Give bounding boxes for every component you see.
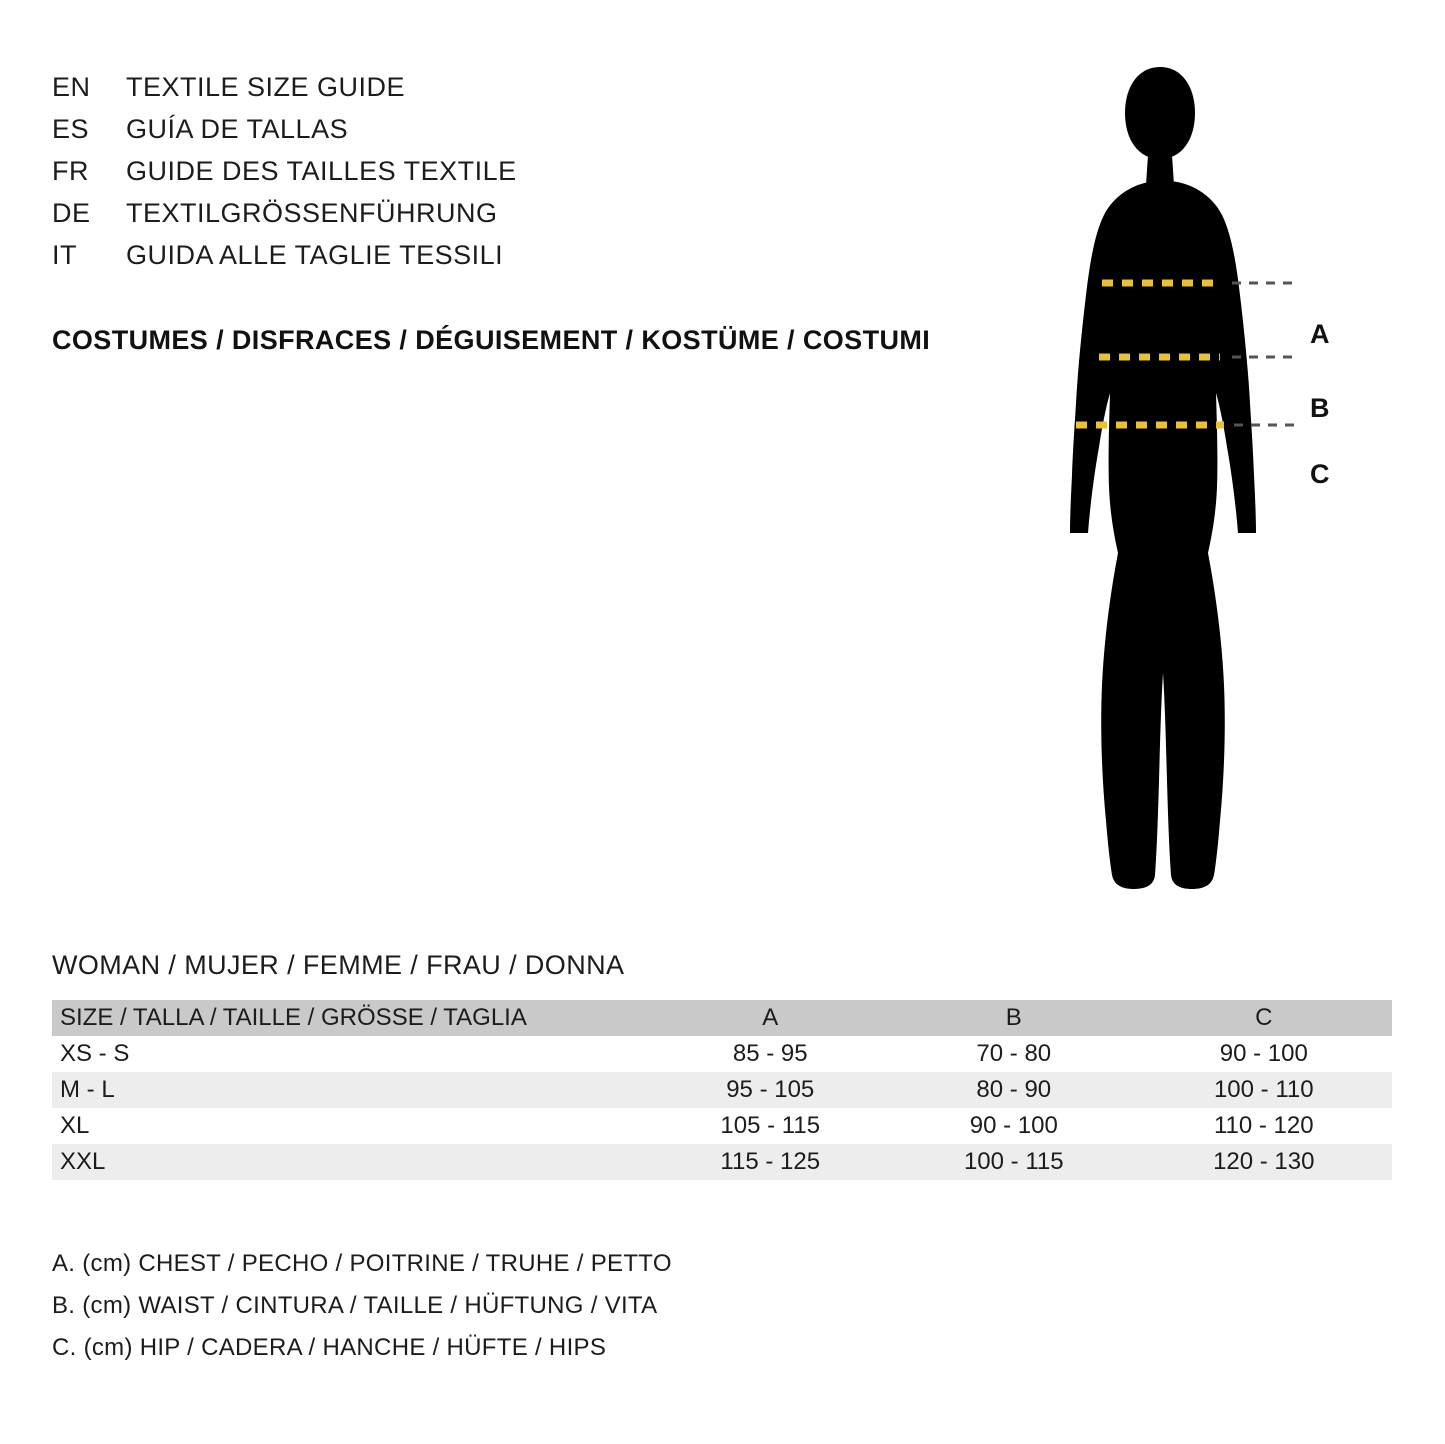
table-body bbox=[52, 1036, 1392, 1180]
size-table bbox=[52, 1000, 1392, 1180]
language-row-fr bbox=[52, 156, 1012, 198]
marker-label-c: C bbox=[1310, 459, 1330, 489]
table-caption: WOMAN / MUJER / FEMME / FRAU / DONNA bbox=[52, 950, 625, 980]
cell-chest: 105 - 115 bbox=[720, 1112, 821, 1139]
column-header-a: A bbox=[762, 1004, 779, 1031]
column-header-c: C bbox=[1255, 1004, 1273, 1031]
language-text: TEXTILE SIZE GUIDE bbox=[126, 72, 406, 102]
language-text: GUIDA ALLE TAGLIE TESSILI bbox=[126, 240, 504, 270]
column-header-b: B bbox=[1005, 1004, 1022, 1031]
language-row-es bbox=[52, 114, 1012, 156]
category-subtitle: COSTUMES / DISFRACES / DÉGUISEMENT / KOSTÜME / COSTUMI bbox=[52, 325, 931, 355]
marker-label-b: B bbox=[1310, 393, 1330, 423]
language-list bbox=[52, 72, 1012, 282]
language-code: EN bbox=[52, 72, 91, 102]
language-text: GUÍA DE TALLAS bbox=[126, 114, 349, 144]
language-code: FR bbox=[52, 156, 89, 186]
body-measurement-diagram bbox=[1010, 55, 1410, 895]
legend-line-a: A. (cm) CHEST / PECHO / POITRINE / TRUHE / PETTO bbox=[52, 1250, 672, 1277]
cell-waist: 70 - 80 bbox=[976, 1040, 1052, 1067]
measurement-lines-overlay bbox=[1010, 55, 1410, 895]
cell-size: XS - S bbox=[60, 1040, 130, 1067]
language-row-it bbox=[52, 240, 1012, 282]
cell-hip: 90 - 100 bbox=[1219, 1040, 1308, 1067]
cell-chest: 95 - 105 bbox=[726, 1076, 815, 1103]
table-header bbox=[52, 1000, 1392, 1036]
language-code: ES bbox=[52, 114, 90, 144]
cell-hip: 120 - 130 bbox=[1213, 1148, 1315, 1175]
marker-label-a: A bbox=[1310, 319, 1330, 349]
legend-line-b: B. (cm) WAIST / CINTURA / TAILLE / HÜFTUNG / VITA bbox=[52, 1292, 658, 1319]
measurement-legend bbox=[52, 1243, 1052, 1369]
table-row bbox=[52, 1144, 1392, 1180]
cell-waist: 80 - 90 bbox=[976, 1076, 1052, 1103]
cell-hip: 100 - 110 bbox=[1213, 1076, 1314, 1103]
language-row-en bbox=[52, 72, 1012, 114]
cell-waist: 100 - 115 bbox=[963, 1148, 1064, 1175]
column-header-size: SIZE / TALLA / TAILLE / GRÖSSE / TAGLIA bbox=[60, 1004, 527, 1031]
cell-size: XXL bbox=[60, 1148, 106, 1175]
table-row bbox=[52, 1072, 1392, 1108]
cell-size: M - L bbox=[60, 1076, 115, 1103]
language-code: DE bbox=[52, 198, 91, 228]
legend-line-c: C. (cm) HIP / CADERA / HANCHE / HÜFTE / HIPS bbox=[52, 1334, 607, 1361]
cell-size: XL bbox=[60, 1112, 90, 1139]
cell-chest: 115 - 125 bbox=[720, 1148, 821, 1175]
language-text: TEXTILGRÖSSENFÜHRUNG bbox=[126, 198, 498, 228]
language-code: IT bbox=[52, 240, 77, 270]
cell-hip: 110 - 120 bbox=[1213, 1112, 1314, 1139]
language-text: GUIDE DES TAILLES TEXTILE bbox=[126, 156, 517, 186]
language-row-de bbox=[52, 198, 1012, 240]
cell-chest: 85 - 95 bbox=[732, 1040, 808, 1067]
table-row bbox=[52, 1108, 1392, 1144]
table-row bbox=[52, 1036, 1392, 1072]
cell-waist: 90 - 100 bbox=[969, 1112, 1058, 1139]
table-header-row bbox=[52, 1000, 1392, 1036]
